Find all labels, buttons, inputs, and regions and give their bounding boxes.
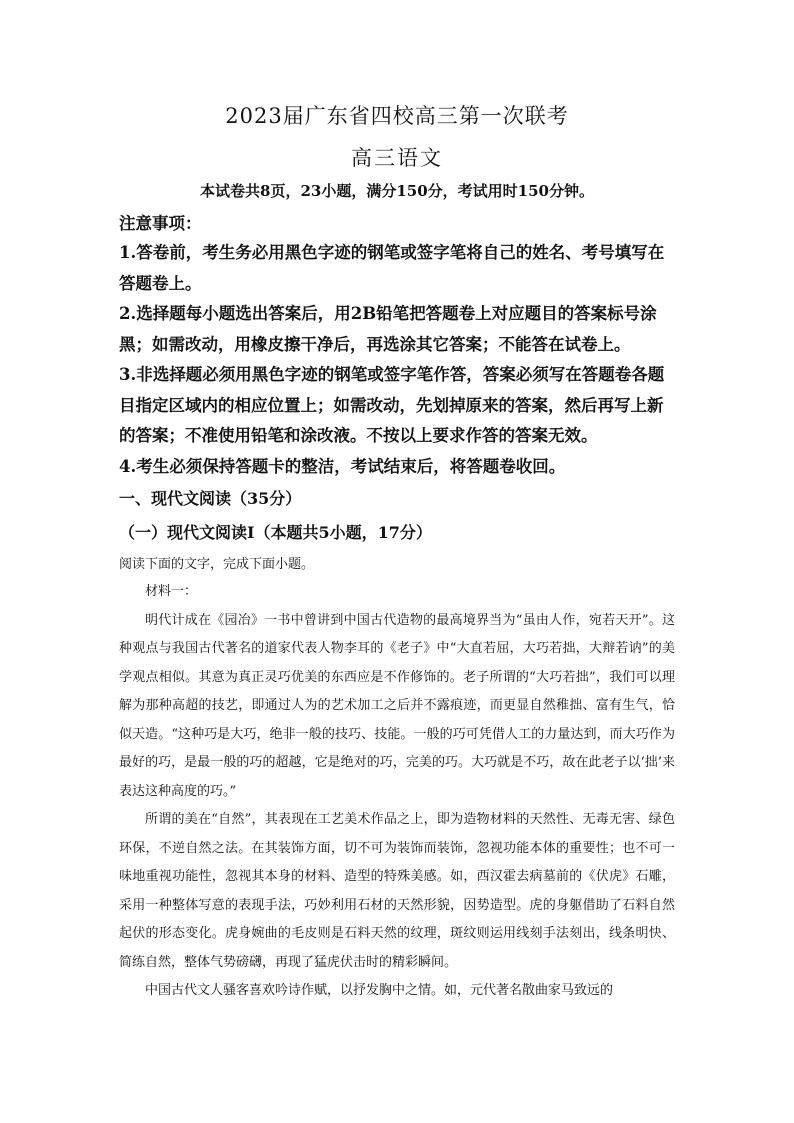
notes-block xyxy=(119,210,679,482)
subject-title: 高三语文 xyxy=(351,146,443,170)
subsection-heading: （一）现代文阅读Ⅰ（本题共5小题，17分） xyxy=(119,523,432,542)
exam-summary: 本试卷共8页，23小题，满分150分，考试用时150分钟。 xyxy=(200,182,594,200)
material-label: 材料一： xyxy=(145,584,198,599)
notes-heading: 注意事项： xyxy=(119,214,202,233)
material-paragraph: 中国古代文人骚客喜欢吟诗作赋，以抒发胸中之情。如，元代著名散曲家马致远的 xyxy=(145,983,614,998)
reading-instruction: 阅读下面的文字，完成下面小题。 xyxy=(119,556,315,571)
reading-material xyxy=(119,578,675,1006)
note-item: 1.答卷前，考生务必用黑色字迹的钢笔或签字笔将自己的姓名、考号填写在答题卷上。 xyxy=(119,243,665,293)
material-paragraph: 所谓的美在“自然”，其表现在工艺美术作品之上，即为造物材料的天然性、无毒无害、绿色环保，不逆自然之法。在其装饰方面，切不可为装饰而装饰，忽视功能本体的重要性；也不可一味地重视功能性，忽视其本身的材料、造型的特殊美感。如，西汉霍去病墓前的《伏虎》石雕，采用一种整体写意的表现手法，巧妙利用石材的天然形貌，因势造型。虎的身躯借助了石料自然起伏的形态变化。虎身婉曲的毛皮则是石料天然的纹理，斑纹则运用线刻手法刻出，线条明快、简练自然，整体气势磅礴，再现了猛虎伏击时的精彩瞬间。 xyxy=(119,812,675,970)
note-item: 3.非选择题必须用黑色字迹的钢笔或签字笔作答，答案必须写在答题卷各题目指定区域内的相应位置上；如需改动，先划掉原来的答案，然后再写上新的答案；不准使用铅笔和涂改液。不按以上要求作答的答案无效。 xyxy=(119,365,665,445)
material-paragraph: 明代计成在《园冶》一书中曾讲到中国古代造物的最高境界当为“虽由人作，宛若天开”。这种观点与我国古代著名的道家代表人物李耳的《老子》中“大直若屈，大巧若拙，大辩若讷”的美学观点相似。其意为真正灵巧优美的东西应是不作修饰的。老子所谓的“大巧若拙”，我们可以理解为那种高超的技艺，即通过人为的艺术加工之后并不露痕迹，而更显自然稚拙、富有生气，恰似天造。“这种巧是大巧，绝非一般的技巧、技能。一般的巧可凭借人工的力量达到，而大巧作为最好的巧，是最一般的巧的超越，它是绝对的巧，完美的巧。大巧就是不巧，故在此老子以‘拙’来表达这种高度的巧。” xyxy=(119,612,675,799)
exam-title: 2023届广东省四校高三第一次联考 xyxy=(225,104,569,128)
note-item: 4.考生必须保持答题卡的整洁，考试结束后，将答题卷收回。 xyxy=(119,456,566,476)
section-heading: 一、现代文阅读（35分） xyxy=(119,489,302,508)
note-item: 2.选择题每小题选出答案后，用2B铅笔把答题卷上对应题目的答案标号涂黑；如需改动，用橡皮擦干净后，再选涂其它答案；不能答在试卷上。 xyxy=(119,304,657,354)
